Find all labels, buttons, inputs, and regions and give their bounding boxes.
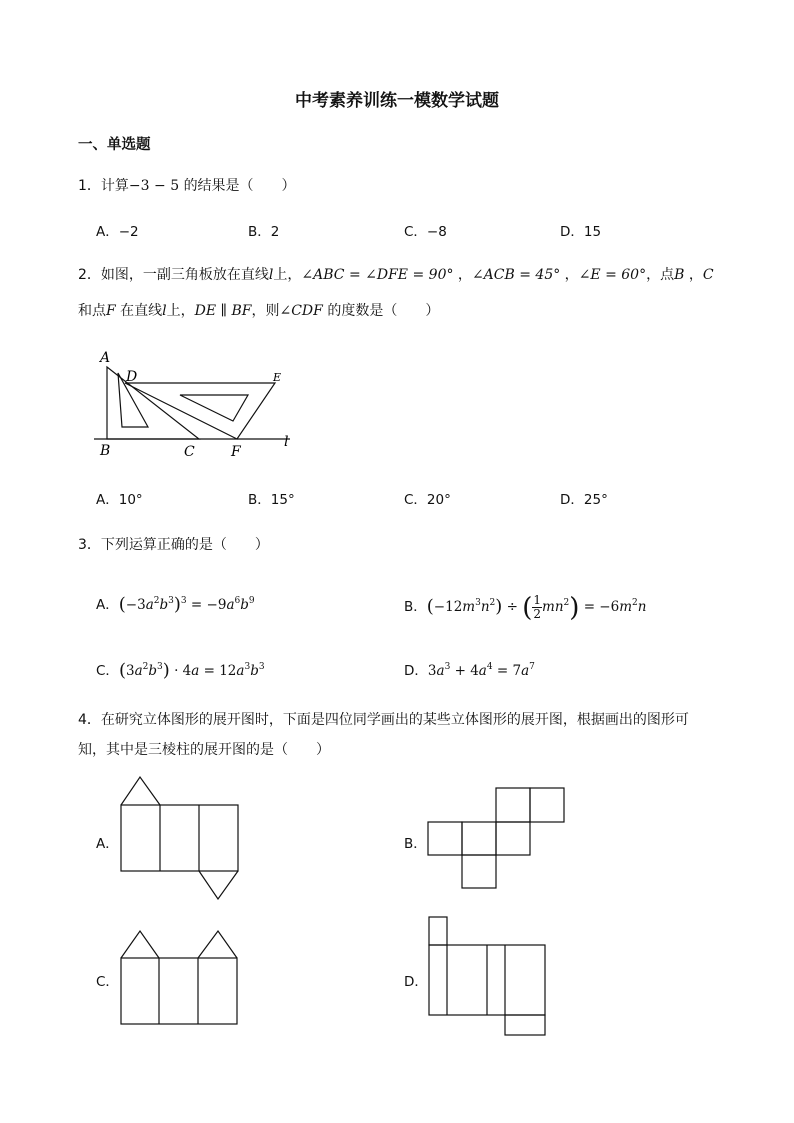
q3-option-c[interactable]: C．$(3a^2b^3) \cdot 4a = 12a^3b^3$: [96, 660, 265, 681]
question-text: ，则: [251, 303, 280, 319]
math-var: l: [268, 267, 274, 283]
math-var: F: [106, 303, 116, 319]
question-1: [78, 175, 296, 195]
q4-option-c-net: [118, 928, 242, 1026]
equation: DE ∥ BF: [194, 303, 252, 319]
question-text: 的结果是（ ）: [183, 178, 296, 194]
label-c: C: [184, 444, 195, 460]
question-text: 下列运算正确的是（ ）: [100, 537, 269, 553]
expression: −3 − 5: [128, 178, 180, 194]
triangle-def: [125, 383, 275, 439]
q2-option-a[interactable]: A．10°: [96, 492, 143, 508]
label-d: D: [126, 369, 138, 385]
q4-option-c-label[interactable]: C．: [96, 974, 119, 990]
equation: ∠E = 60°: [578, 267, 647, 283]
question-3: [78, 534, 269, 554]
math-var: C: [702, 267, 714, 283]
question-number: 4．: [78, 712, 101, 728]
question-4-line-1: [78, 709, 689, 729]
question-4-line-2: 知，其中是三棱柱的展开图的是（ ）: [78, 742, 330, 758]
q4-option-d-net: [426, 915, 548, 1039]
math-var: l: [162, 303, 167, 319]
option-label: D．: [404, 663, 428, 679]
question-text: 在研究立体图形的展开图时，下面是四位同学画出的某些立体图形的展开图，根据画出的图形可: [100, 712, 689, 728]
equation: ∠ACB = 45°: [471, 267, 561, 283]
label-b: B: [100, 443, 111, 459]
q1-option-a[interactable]: A．−2: [96, 224, 139, 240]
question-2-line-2: [78, 300, 439, 320]
q3-option-a[interactable]: A．$(-3a^2b^3)^3 = -9a^6b^9$: [96, 594, 255, 615]
label-l: l: [284, 434, 289, 450]
equation: ∠ABC = ∠DFE = 90°: [301, 267, 454, 283]
inner-triangle-2: [180, 395, 248, 421]
section-heading: 一、单选题: [78, 137, 151, 153]
q2-option-b[interactable]: B．15°: [248, 492, 295, 508]
question-text: 和点: [78, 303, 106, 319]
q4-option-d-label[interactable]: D．: [404, 974, 428, 990]
label-f: F: [231, 444, 241, 460]
q1-option-b[interactable]: B．2: [248, 224, 280, 240]
option-label: C．: [96, 663, 119, 679]
question-text: 计算: [100, 178, 129, 194]
q3-option-b[interactable]: B．$(-12m^3n^2)$ ÷ ( $\frac{1}{2}$ $mn^2) = -6m^2n$: [404, 592, 647, 623]
q1-option-c[interactable]: C．−8: [404, 224, 447, 240]
q1-option-d[interactable]: D．15: [560, 224, 602, 240]
math-var: B: [674, 267, 685, 283]
question-number: 3．: [78, 537, 101, 553]
option-label: B．: [404, 599, 427, 615]
question-2-line-1: 2．如图，一副三角板放在直线l上，∠ABC = ∠DFE = 90° ，∠ACB = 45° ，∠E = 60°，点B ，C: [78, 267, 714, 283]
question-text: 如图，一副三角板放在直线: [100, 267, 269, 283]
equation: ∠CDF: [279, 303, 323, 319]
label-a: A: [100, 350, 111, 366]
question-number: 1．: [78, 178, 101, 194]
q2-option-c[interactable]: C．20°: [404, 492, 451, 508]
triangle-ruler-figure: [80, 345, 310, 465]
question-text: ，点: [646, 267, 675, 283]
question-number: 2．: [78, 267, 101, 283]
q4-option-a-net: [118, 774, 242, 900]
q4-option-b-label[interactable]: B．: [404, 836, 427, 852]
q2-option-d[interactable]: D．25°: [560, 492, 608, 508]
label-e: E: [273, 371, 282, 384]
question-text: 上，: [166, 303, 195, 319]
page-title: 中考素养训练一模数学试题: [295, 91, 499, 111]
question-text: 的度数是（ ）: [327, 303, 440, 319]
question-text: 上，: [273, 267, 302, 283]
q4-option-a-label[interactable]: A．: [96, 836, 119, 852]
option-label: A．: [96, 597, 119, 613]
q3-option-d[interactable]: D．$3a^3 + 4a^4 = 7a^7$: [404, 662, 535, 679]
q4-option-b-net: [426, 787, 566, 889]
question-text: 在直线: [120, 303, 163, 319]
